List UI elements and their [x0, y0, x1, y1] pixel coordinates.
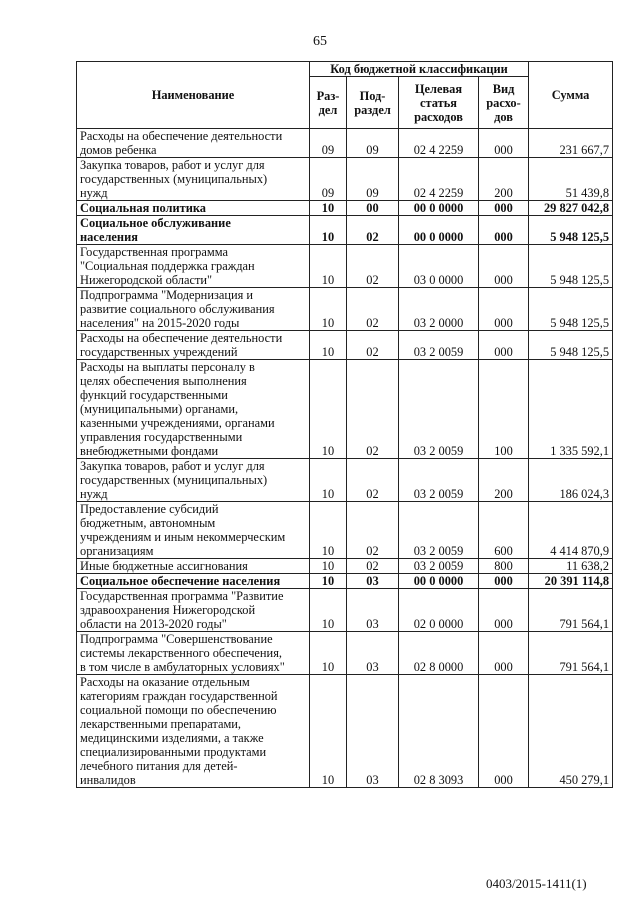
row-sum: 186 024,3 — [529, 459, 613, 502]
row-name-line: нужд — [80, 186, 108, 200]
row-expense-type: 600 — [479, 502, 529, 559]
row-razdel: 10 — [310, 288, 347, 331]
row-name-line: Социальная политика — [80, 201, 206, 215]
row-target-article: 02 8 0000 — [399, 632, 479, 675]
row-name — [77, 559, 310, 574]
row-podrazdel: 02 — [347, 559, 399, 574]
row-razdel: 10 — [310, 502, 347, 559]
row-podrazdel: 09 — [347, 158, 399, 201]
row-sum: 231 667,7 — [529, 129, 613, 158]
row-expense-type: 000 — [479, 245, 529, 288]
row-name-line: домов ребенка — [80, 143, 157, 157]
row-name-line: социальной помощи по обеспечению — [80, 703, 277, 717]
row-name-line: казенными учреждениями, органами — [80, 416, 275, 430]
row-podrazdel: 00 — [347, 201, 399, 216]
row-name-line: "Социальная поддержка граждан — [80, 259, 255, 273]
row-podrazdel: 02 — [347, 502, 399, 559]
row-razdel: 10 — [310, 201, 347, 216]
row-name-line: бюджетным, автономным — [80, 516, 216, 530]
row-expense-type: 800 — [479, 559, 529, 574]
header-razdel: Раз- дел — [310, 77, 347, 129]
row-target-article: 03 2 0059 — [399, 459, 479, 502]
table-row — [77, 129, 613, 158]
row-name — [77, 574, 310, 589]
row-name — [77, 129, 310, 158]
row-podrazdel: 02 — [347, 216, 399, 245]
row-expense-type: 000 — [479, 589, 529, 632]
row-expense-type: 000 — [479, 129, 529, 158]
row-razdel: 10 — [310, 589, 347, 632]
row-name-line: Расходы на обеспечение деятельности — [80, 129, 283, 143]
row-razdel: 09 — [310, 158, 347, 201]
row-target-article: 03 0 0000 — [399, 245, 479, 288]
row-name-line: Подпрограмма "Модернизация и — [80, 288, 254, 302]
row-target-article: 02 4 2259 — [399, 129, 479, 158]
row-name-line: лекарственными препаратами, — [80, 717, 242, 731]
row-razdel: 10 — [310, 331, 347, 360]
row-target-article: 02 4 2259 — [399, 158, 479, 201]
row-name-line: Предоставление субсидий — [80, 502, 219, 516]
row-razdel: 10 — [310, 559, 347, 574]
table-row — [77, 360, 613, 459]
row-name-line: системы лекарственного обеспечения, — [80, 646, 282, 660]
row-expense-type: 200 — [479, 459, 529, 502]
row-razdel: 10 — [310, 245, 347, 288]
row-name — [77, 675, 310, 788]
row-name-line: категориям граждан государственной — [80, 689, 278, 703]
header-expense-type: Вид расхо- дов — [479, 77, 529, 129]
row-expense-type: 000 — [479, 331, 529, 360]
row-name-line: Закупка товаров, работ и услуг для — [80, 459, 265, 473]
row-expense-type: 100 — [479, 360, 529, 459]
table-row — [77, 201, 613, 216]
row-name — [77, 502, 310, 559]
row-sum: 4 414 870,9 — [529, 502, 613, 559]
row-sum: 11 638,2 — [529, 559, 613, 574]
row-name — [77, 632, 310, 675]
row-sum: 791 564,1 — [529, 589, 613, 632]
row-name — [77, 158, 310, 201]
row-name-line: (муниципальными) органами, — [80, 402, 239, 416]
row-name — [77, 216, 310, 245]
row-name-line: Расходы на выплаты персоналу в — [80, 360, 255, 374]
document-code: 0403/2015-1411(1) — [486, 876, 587, 891]
row-name-line: государственных (муниципальных) — [80, 473, 268, 487]
row-name-line: учреждениям и иным некоммерческим — [80, 530, 286, 544]
row-razdel: 10 — [310, 459, 347, 502]
table-row — [77, 158, 613, 201]
row-sum: 450 279,1 — [529, 675, 613, 788]
row-name-line: государственных (муниципальных) — [80, 172, 268, 186]
row-podrazdel: 03 — [347, 632, 399, 675]
table-row — [77, 331, 613, 360]
row-sum: 5 948 125,5 — [529, 288, 613, 331]
row-name-line: области на 2013-2020 годы" — [80, 617, 227, 631]
row-name — [77, 288, 310, 331]
row-razdel: 10 — [310, 574, 347, 589]
row-name-line: государственных учреждений — [80, 345, 238, 359]
budget-table — [76, 61, 613, 788]
row-name-line: Государственная программа "Развитие — [80, 589, 284, 603]
row-target-article: 03 2 0059 — [399, 331, 479, 360]
row-podrazdel: 03 — [347, 574, 399, 589]
row-razdel: 09 — [310, 129, 347, 158]
row-name-line: здравоохранения Нижегородской — [80, 603, 256, 617]
page-number: 65 — [313, 34, 327, 49]
row-target-article: 03 2 0000 — [399, 288, 479, 331]
row-name — [77, 331, 310, 360]
row-target-article: 03 2 0059 — [399, 502, 479, 559]
row-name-line: целях обеспечения выполнения — [80, 374, 247, 388]
table-row — [77, 459, 613, 502]
table-row — [77, 589, 613, 632]
row-name-line: Расходы на оказание отдельным — [80, 675, 250, 689]
row-name-line: внебюджетными фондами — [80, 444, 219, 458]
row-sum: 20 391 114,8 — [529, 574, 613, 589]
row-target-article: 00 0 0000 — [399, 216, 479, 245]
row-expense-type: 000 — [479, 574, 529, 589]
row-podrazdel: 02 — [347, 360, 399, 459]
table-row — [77, 632, 613, 675]
row-name — [77, 459, 310, 502]
row-sum: 5 948 125,5 — [529, 216, 613, 245]
table-row — [77, 216, 613, 245]
row-target-article: 00 0 0000 — [399, 574, 479, 589]
row-name-line: Подпрограмма "Совершенствование — [80, 632, 273, 646]
row-name-line: организациям — [80, 544, 154, 558]
table-row — [77, 559, 613, 574]
row-expense-type: 200 — [479, 158, 529, 201]
row-expense-type: 000 — [479, 288, 529, 331]
row-name-line: Иные бюджетные ассигнования — [80, 559, 248, 573]
row-name-line: инвалидов — [80, 773, 136, 787]
row-name — [77, 589, 310, 632]
row-podrazdel: 03 — [347, 675, 399, 788]
row-name-line: Расходы на обеспечение деятельности — [80, 331, 283, 345]
row-sum: 29 827 042,8 — [529, 201, 613, 216]
row-name-line: нужд — [80, 487, 108, 501]
table-row — [77, 574, 613, 589]
row-expense-type: 000 — [479, 201, 529, 216]
row-target-article: 03 2 0059 — [399, 559, 479, 574]
row-name-line: Государственная программа — [80, 245, 228, 259]
row-name-line: населения — [80, 230, 138, 244]
row-name-line: населения" на 2015-2020 годы — [80, 316, 240, 330]
row-podrazdel: 02 — [347, 459, 399, 502]
row-name-line: развитие социального обслуживания — [80, 302, 275, 316]
table-row — [77, 245, 613, 288]
row-expense-type: 000 — [479, 675, 529, 788]
row-name-line: Закупка товаров, работ и услуг для — [80, 158, 265, 172]
table-body — [77, 129, 613, 788]
row-sum: 51 439,8 — [529, 158, 613, 201]
row-razdel: 10 — [310, 360, 347, 459]
row-name-line: в том числе в амбулаторных условиях" — [80, 660, 285, 674]
table-row — [77, 288, 613, 331]
row-name-line: Нижегородской области" — [80, 273, 213, 287]
table-row — [77, 675, 613, 788]
header-name: Наименование — [77, 62, 310, 129]
row-razdel: 10 — [310, 632, 347, 675]
header-podrazdel: Под- раздел — [347, 77, 399, 129]
row-sum: 791 564,1 — [529, 632, 613, 675]
row-sum: 5 948 125,5 — [529, 245, 613, 288]
header-sum: Сумма — [529, 62, 613, 129]
row-podrazdel: 02 — [347, 288, 399, 331]
row-name — [77, 201, 310, 216]
row-podrazdel: 09 — [347, 129, 399, 158]
row-name-line: функций государственными — [80, 388, 228, 402]
row-name-line: лечебного питания для детей- — [80, 759, 238, 773]
header-target-article: Целевая статья расходов — [399, 77, 479, 129]
row-sum: 1 335 592,1 — [529, 360, 613, 459]
row-podrazdel: 02 — [347, 331, 399, 360]
table-row — [77, 502, 613, 559]
row-name-line: Социальное обеспечение населения — [80, 574, 281, 588]
row-target-article: 02 8 3093 — [399, 675, 479, 788]
row-razdel: 10 — [310, 216, 347, 245]
header-classification-group: Код бюджетной классификации — [310, 62, 529, 77]
row-expense-type: 000 — [479, 216, 529, 245]
row-name — [77, 360, 310, 459]
row-name-line: специализированными продуктами — [80, 745, 267, 759]
row-razdel: 10 — [310, 675, 347, 788]
row-sum: 5 948 125,5 — [529, 331, 613, 360]
row-name-line: управления государственными — [80, 430, 243, 444]
row-name — [77, 245, 310, 288]
row-podrazdel: 03 — [347, 589, 399, 632]
row-target-article: 02 0 0000 — [399, 589, 479, 632]
row-target-article: 03 2 0059 — [399, 360, 479, 459]
row-podrazdel: 02 — [347, 245, 399, 288]
row-name-line: медицинскими изделиями, а также — [80, 731, 264, 745]
row-name-line: Социальное обслуживание — [80, 216, 231, 230]
table-header — [77, 62, 613, 129]
row-target-article: 00 0 0000 — [399, 201, 479, 216]
row-expense-type: 000 — [479, 632, 529, 675]
